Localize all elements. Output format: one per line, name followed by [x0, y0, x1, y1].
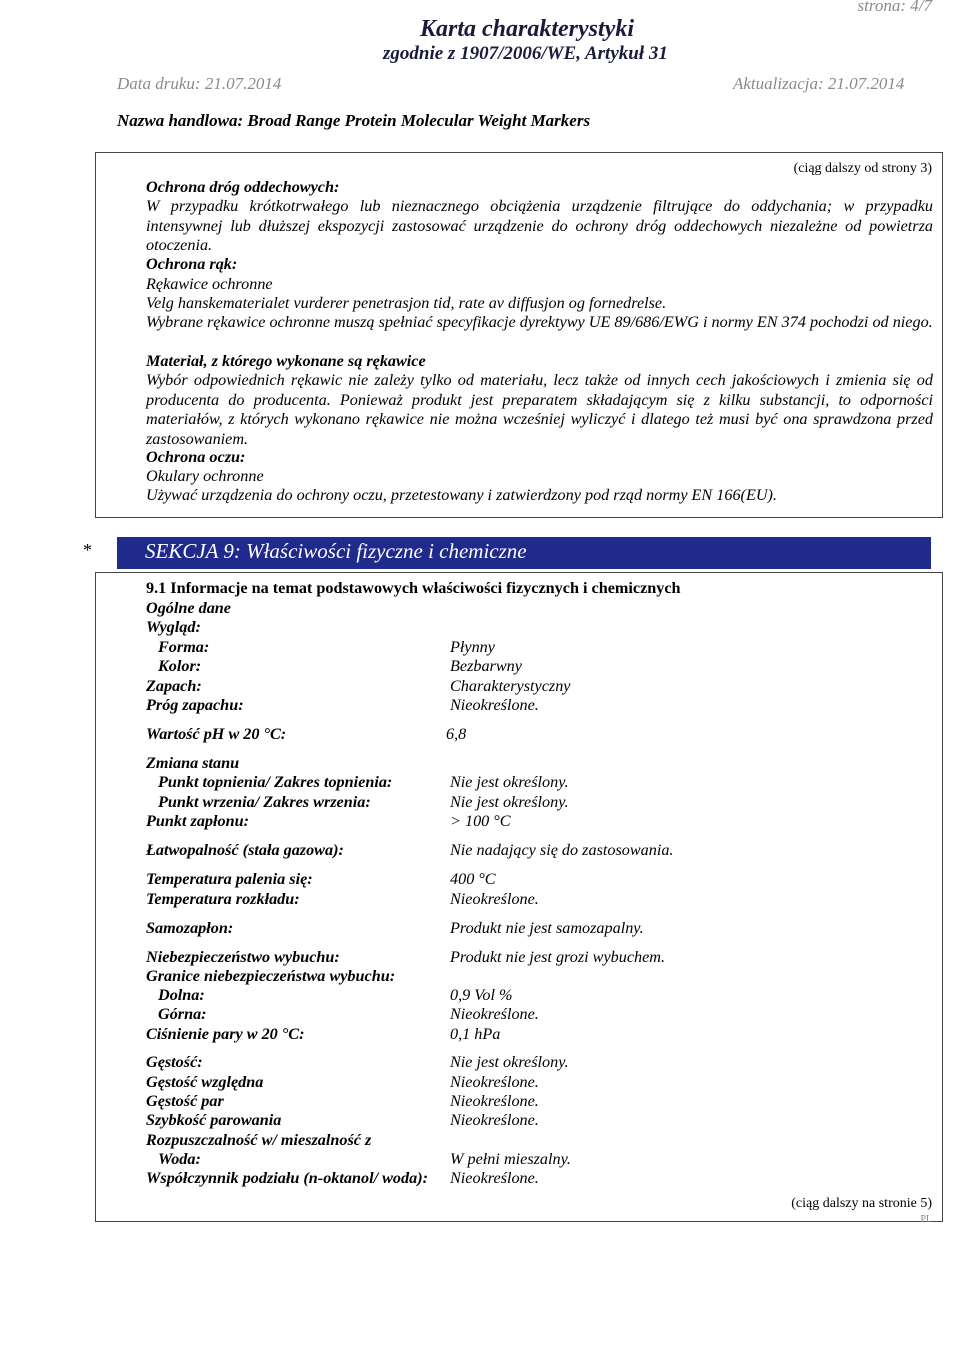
respiratory-text: W przypadku krótkotrwałego lub nieznacznego obciążenia urządzenie filtrujące do oddychania; w przypadku intensywnej lub dłuższej ekspozycji zastosować urządzenie do ochrony dróg oddechowych niezależne od powietrza otoczenia.: [146, 197, 933, 254]
hand-text: Wybrane rękawice ochronne muszą spełniać specyfikacje dyrektywy UE 89/686/EWG i normy EN 374 pochodzi od niego.: [146, 313, 933, 331]
property-value: > 100 °C: [450, 812, 511, 830]
continued-to-label: (ciąg dalszy na stronie 5): [791, 1196, 932, 1211]
material-heading: Materiał, z którego wykonane są rękawice: [146, 352, 426, 370]
revision-star: *: [83, 540, 92, 560]
property-label: Samozapłon:: [146, 919, 234, 937]
property-label: Dolna:: [158, 986, 205, 1004]
property-label: Górna:: [158, 1005, 207, 1023]
property-label: Punkt zapłonu:: [146, 812, 250, 830]
property-value: Płynny: [450, 638, 495, 656]
eye-line-1: Okulary ochronne: [146, 467, 264, 485]
property-label: Niebezpieczeństwo wybuchu:: [146, 948, 340, 966]
property-label: Szybkość parowania: [146, 1111, 282, 1129]
property-label: Woda:: [158, 1150, 201, 1168]
property-value: Nieokreślone.: [450, 696, 539, 714]
property-value: Charakterystyczny: [450, 677, 571, 695]
property-label: Gęstość:: [146, 1053, 203, 1071]
property-label: Temperatura rozkładu:: [146, 890, 300, 908]
document-title: Karta charakterystyki: [420, 16, 634, 42]
update-date: Aktualizacja: 21.07.2014: [733, 74, 905, 93]
material-text: Wybór odpowiednich rękawic nie zależy tylko od materiału, lecz także od innych cech jakościowych i zmienia się od producenta do producenta. Ponieważ produkt jest preparatem składającym się z kilku substancji, to odporności materiałów, z których wykonano rękawice nie można wcześniej wyliczyć i dlatego też musi być ona sprawdzona przed zastosowaniem.: [146, 371, 933, 448]
property-label: Kolor:: [158, 657, 202, 675]
property-value: 6,8: [446, 725, 467, 743]
property-value: W pełni mieszalny.: [450, 1150, 571, 1168]
property-label: Gęstość par: [146, 1092, 224, 1110]
property-value: Nie jest określony.: [450, 773, 569, 791]
general-data: Ogólne dane: [146, 599, 231, 617]
property-value: Nieokreślone.: [450, 1005, 539, 1023]
property-label: Zmiana stanu: [146, 754, 240, 772]
property-label: Zapach:: [146, 677, 202, 695]
respiratory-heading: Ochrona dróg oddechowych:: [146, 178, 340, 196]
property-label: Temperatura palenia się:: [146, 870, 313, 888]
continued-from-label: (ciąg dalszy od strony 3): [793, 161, 932, 176]
property-value: Nieokreślone.: [450, 890, 539, 908]
property-label: Rozpuszczalność w/ mieszalność z: [146, 1131, 372, 1149]
language-code: PL: [920, 1214, 932, 1225]
property-value: Nieokreślone.: [450, 1092, 539, 1110]
property-value: Nie jest określony.: [450, 793, 569, 811]
property-value: 0,9 Vol %: [450, 986, 513, 1004]
document-subtitle: zgodnie z 1907/2006/WE, Artykuł 31: [383, 43, 668, 64]
property-value: Nieokreślone.: [450, 1111, 539, 1129]
appearance-label: Wygląd:: [146, 618, 201, 636]
eye-heading: Ochrona oczu:: [146, 448, 246, 466]
property-value: Nieokreślone.: [450, 1073, 539, 1091]
info-heading: 9.1 Informacje na temat podstawowych właściwości fizycznych i chemicznych: [146, 579, 681, 597]
property-value: 0,1 hPa: [450, 1025, 501, 1043]
hand-line-1: Rękawice ochronne: [146, 275, 273, 293]
trade-name: Nazwa handlowa: Broad Range Protein Molecular Weight Markers: [117, 111, 591, 130]
hand-heading: Ochrona rąk:: [146, 255, 238, 273]
page-number: strona: 4/7: [857, 0, 932, 15]
hand-line-2: Velg hanskematerialet vurderer penetrasjon tid, rate av diffusjon og fornedrelse.: [146, 294, 667, 312]
property-label: Łatwopalność (stała gazowa):: [146, 841, 344, 859]
property-value: 400 °C: [450, 870, 496, 888]
property-value: Produkt nie jest grozi wybuchem.: [450, 948, 666, 966]
section-9-title: SEKCJA 9: Właściwości fizyczne i chemiczne: [145, 539, 527, 563]
property-label: Współczynnik podziału (n-oktanol/ woda):: [146, 1169, 428, 1187]
property-value: Produkt nie jest samozapalny.: [450, 919, 644, 937]
property-value: Nieokreślone.: [450, 1169, 539, 1187]
property-label: Forma:: [158, 638, 210, 656]
property-value: Bezbarwny: [450, 657, 522, 675]
property-label: Gęstość względna: [146, 1073, 264, 1091]
property-label: Ciśnienie pary w 20 °C:: [146, 1025, 305, 1043]
section-9-header: [117, 537, 931, 569]
property-label: Próg zapachu:: [146, 696, 244, 714]
eye-line-2: Używać urządzenia do ochrony oczu, przetestowany i zatwierdzony pod rząd normy EN 166(EU).: [146, 486, 777, 504]
property-label: Punkt topnienia/ Zakres topnienia:: [158, 773, 393, 791]
property-label: Wartość pH w 20 °C:: [146, 725, 287, 743]
property-label: Granice niebezpieczeństwa wybuchu:: [146, 967, 396, 985]
property-value: Nie nadający się do zastosowania.: [450, 841, 674, 859]
print-date: Data druku: 21.07.2014: [117, 74, 282, 93]
property-value: Nie jest określony.: [450, 1053, 569, 1071]
property-label: Punkt wrzenia/ Zakres wrzenia:: [158, 793, 371, 811]
